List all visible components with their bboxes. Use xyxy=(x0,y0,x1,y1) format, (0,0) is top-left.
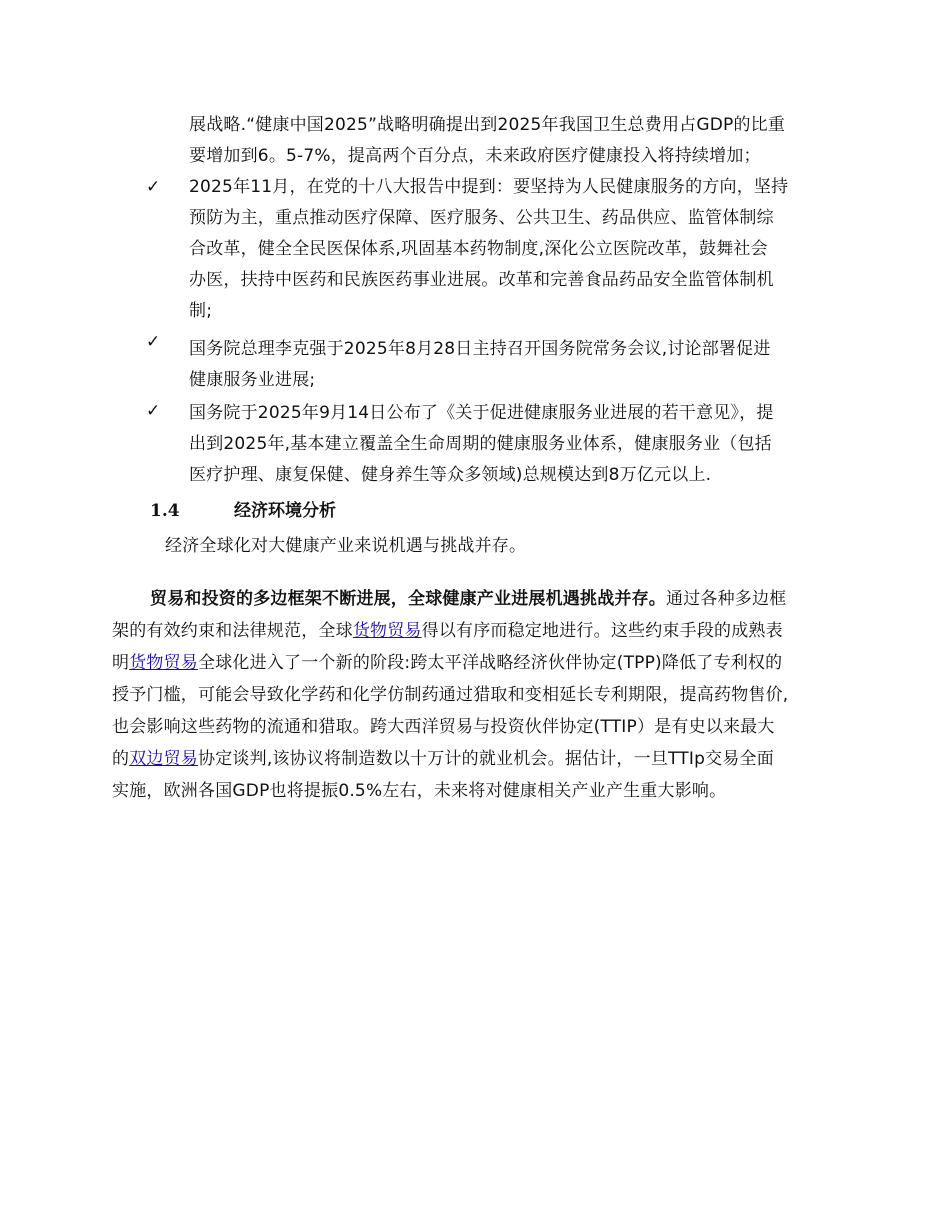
paragraph-line xyxy=(150,586,786,612)
paragraph-line: 也会影响这些药物的流通和猎取。跨大西洋贸易与投资伙伴协定(TTIP）是有史以来最大 xyxy=(112,717,775,737)
bullet-text-line: 健康服务业进展; xyxy=(189,370,316,390)
section-number: 1.4 xyxy=(150,501,180,521)
goods-trade-link[interactable]: 货物贸易 xyxy=(352,621,422,641)
paragraph-line: 授予门槛，可能会导致化学药和化学仿制药通过猎取和变相延长专利期限，提高药物售价, xyxy=(112,685,789,705)
paragraph-text: 全球化进入了一个新的阶段:跨太平洋战略经济伙伴协定(TPP)降低了专利权的 xyxy=(198,653,783,673)
bullet-text-line: 合改革，健全全民医保体系,巩固基本药物制度,深化公立医院改革，鼓舞社会 xyxy=(189,239,768,259)
bullet-text-line: 预防为主，重点推动医疗保障、医疗服务、公共卫生、药品供应、监管体制综 xyxy=(189,208,774,228)
bullet-text-line: 医疗护理、康复保健、健身养生等众多领域)总规模达到8万亿元以上. xyxy=(189,465,712,485)
paragraph-text: 得以有序而稳定地进行。这些约束手段的成熟表 xyxy=(421,621,783,641)
paragraph-line xyxy=(112,618,783,644)
text-line: 展战略.“健康中国2025”战略明确提出到2025年我国卫生总费用占GDP的比重 xyxy=(189,115,786,135)
paragraph-lead: 贸易和投资的多边框架不断进展，全球健康产业进展机遇挑战并存。 xyxy=(150,589,666,609)
paragraph-text: 明 xyxy=(112,653,130,673)
bullet-text-line: 办医，扶持中医药和民族医药事业进展。改革和完善食品药品安全监管体制机 xyxy=(189,270,774,290)
paragraph-text: 协定谈判,该协议将制造数以十万计的就业机会。据估计，一旦TTIp交易全面 xyxy=(198,749,774,769)
paragraph-text: 架的有效约束和法律规范，全球 xyxy=(112,621,353,641)
bullet-text-line: 制; xyxy=(189,301,213,321)
bullet-text-line: 国务院总理李克强于2025年8月28日主持召开国务院常务会议,讨论部署促进 xyxy=(189,339,771,359)
paragraph-line: 实施，欧洲各国GDP也将提振0.5%左右，未来将对健康相关产业产生重大影响。 xyxy=(112,781,727,801)
goods-trade-link[interactable]: 货物贸易 xyxy=(129,653,199,673)
checkmark-icon: ✓ xyxy=(146,177,161,197)
checkmark-icon: ✓ xyxy=(146,401,161,421)
paragraph-text: 通过各种多边框 xyxy=(666,589,787,609)
paragraph-text: 的 xyxy=(112,749,130,769)
bullet-text-line: 国务院于2025年9月14日公布了《关于促进健康服务业进展的若干意见》，提 xyxy=(189,403,774,423)
section-title: 经济环境分析 xyxy=(234,501,336,521)
bullet-text-line: 出到2025年,基本建立覆盖全生命周期的健康服务业体系，健康服务业（包括 xyxy=(189,434,772,454)
bilateral-trade-link[interactable]: 双边贸易 xyxy=(129,749,199,769)
checkmark-icon: ✓ xyxy=(146,332,161,352)
section-intro: 经济全球化对大健康产业来说机遇与挑战并存。 xyxy=(165,536,527,556)
text-line: 要增加到6。5-7%，提高两个百分点，未来政府医疗健康投入将持续增加； xyxy=(189,146,761,166)
paragraph-line xyxy=(112,650,782,676)
paragraph-line xyxy=(112,746,774,772)
bullet-text-line: 2025年11月，在党的十八大报告中提到：要坚持为人民健康服务的方向，坚持 xyxy=(189,177,789,197)
